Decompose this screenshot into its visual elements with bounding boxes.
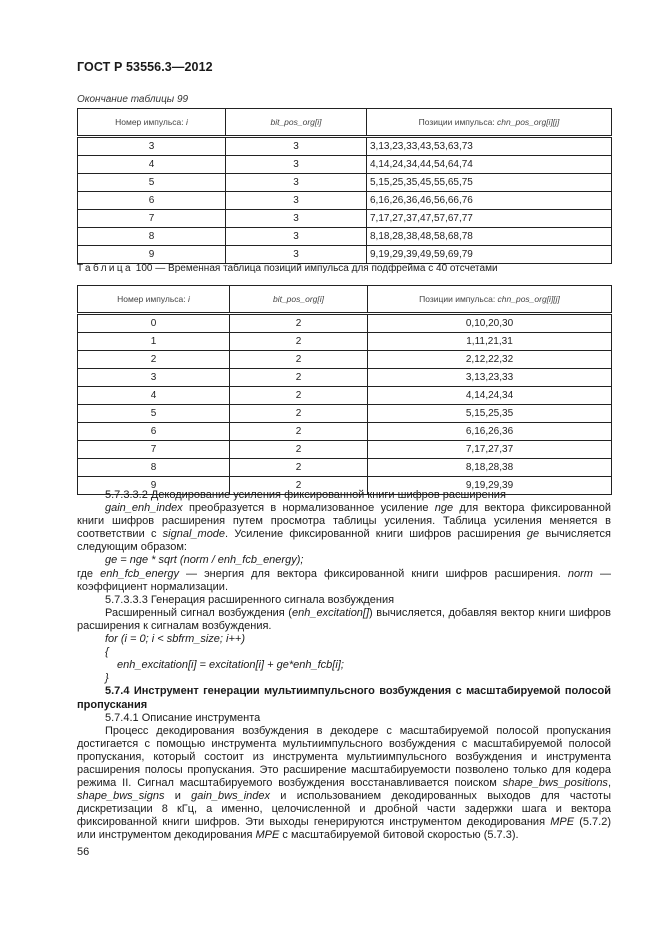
identifier-text: gain_bws_index (191, 790, 271, 803)
identifier-text: shape_bws_positions (502, 777, 608, 790)
table-row (78, 210, 612, 228)
identifier-text: gain_enh_index (105, 502, 183, 515)
text-run: и (164, 790, 192, 803)
table-row (78, 459, 612, 477)
column-header-pulse-number: Номер импульса: i (78, 286, 230, 314)
text-run: вычисляется следующим образом: (77, 528, 612, 554)
body-text (77, 489, 611, 843)
identifier-text: ge (526, 528, 540, 541)
section-5-7-3-3-2-title: 5.7.3.3.2 Декодирование усиления фиксированной книги шифров расширения (105, 489, 506, 501)
text-run: (5.7.2) или инструментом декодирования (77, 816, 611, 842)
cell-pulse-number: 4 (78, 387, 230, 405)
table-row (78, 423, 612, 441)
cell-pulse-number: 7 (78, 441, 230, 459)
cell-pulse-positions: 1,11,21,31 (368, 333, 612, 351)
table-row (78, 405, 612, 423)
table-100 (77, 285, 612, 495)
table-row (78, 228, 612, 246)
cell-pulse-number: 5 (78, 174, 226, 192)
page-number: 56 (77, 846, 90, 858)
cell-bit-pos: 2 (230, 477, 368, 495)
text-run: — коэффициент нормализации. (77, 567, 611, 593)
text-run: , (607, 777, 611, 790)
cell-pulse-number: 8 (78, 228, 226, 246)
cell-bit-pos: 3 (226, 228, 367, 246)
cell-bit-pos: 2 (230, 314, 368, 333)
cell-bit-pos: 3 (226, 137, 367, 156)
cell-pulse-number: 7 (78, 210, 226, 228)
cell-bit-pos: 3 (226, 174, 367, 192)
text-run: где (77, 567, 101, 580)
table-title: — Временная таблица позиций импульса для подфрейма с 40 отсчетами (152, 263, 498, 274)
table-row (78, 192, 612, 210)
cell-bit-pos: 2 (230, 351, 368, 369)
table-row (78, 333, 612, 351)
table-99 (77, 108, 612, 264)
cell-pulse-positions: 8,18,28,38 (368, 459, 612, 477)
cell-pulse-positions: 5,15,25,35 (368, 405, 612, 423)
table-row (78, 246, 612, 264)
identifier-text: signal_mode (162, 528, 226, 541)
text-run: Процесс декодирования возбуждения в декодере с масштабируемой полосой пропускания достигается с помощью инструмента мультиимпульсного возбуждения с масштабируемой полосой пропускания, который состоит из инструмента мультиимпульсного возбуждения и инструмента расширения полосы пропускания. Это расширение масштабируемости позволено только для кодера режима II. Сигнал масштабируемого возбуждения восстанавливается поиском (77, 724, 611, 790)
cell-bit-pos: 2 (230, 459, 368, 477)
text-run: . Усиление фиксированной книги шифров расширения (225, 528, 527, 541)
table-header-row (78, 109, 612, 137)
cell-pulse-positions: 3,13,23,33 (368, 369, 612, 387)
paragraph-enh-excitation (77, 607, 611, 633)
cell-pulse-number: 6 (78, 423, 230, 441)
table-number: 100 (135, 263, 153, 274)
cell-pulse-positions: 4,14,24,34,44,54,64,74 (367, 156, 612, 174)
identifier-text: norm (567, 567, 593, 580)
identifier-text: nge (434, 502, 454, 515)
cell-pulse-number: 8 (78, 459, 230, 477)
table-row (78, 137, 612, 156)
cell-pulse-positions: 6,16,26,36,46,56,66,76 (367, 192, 612, 210)
text-run: преобразуется в нормализованное усиление (182, 502, 435, 515)
cell-pulse-positions: 9,19,29,39 (368, 477, 612, 495)
code-line-for: for (i = 0; i < sbfrm_size; i++) (105, 633, 245, 646)
table-row (78, 351, 612, 369)
cell-pulse-positions: 3,13,23,33,43,53,63,73 (367, 137, 612, 156)
document-standard-id: ГОСТ Р 53556.3—2012 (77, 60, 213, 74)
text-run: Расширенный сигнал возбуждения ( (105, 606, 292, 619)
cell-bit-pos: 3 (226, 246, 367, 264)
cell-pulse-number: 6 (78, 192, 226, 210)
paragraph-formula-definitions (77, 568, 611, 594)
column-header-bit-pos: bit_pos_org[i] (226, 109, 367, 137)
text-run: для вектора фиксированной книги шифров расширения путем просмотра таблицы усиления. Таблица усиления меняется в соответствии с (77, 502, 611, 541)
cell-pulse-positions: 8,18,28,38,48,58,68,78 (367, 228, 612, 246)
cell-pulse-positions: 6,16,26,36 (368, 423, 612, 441)
cell-pulse-number: 4 (78, 156, 226, 174)
identifier-text: enh_excitation[] (291, 606, 370, 619)
cell-bit-pos: 3 (226, 192, 367, 210)
column-header-pulse-positions: Позиции импульса: chn_pos_org[i][j] (368, 286, 612, 314)
cell-bit-pos: 2 (230, 369, 368, 387)
identifier-text: shape_bws_signs (77, 790, 165, 803)
table-row (78, 174, 612, 192)
table-label: Таблица (77, 263, 134, 274)
identifier-text: enh_fcb_energy (100, 567, 179, 580)
column-header-pulse-positions: Позиции импульса: chn_pos_org[i][j] (367, 109, 612, 137)
identifier-text: MPE (550, 816, 575, 829)
table-row (78, 156, 612, 174)
code-line-open-brace: { (105, 646, 109, 659)
table-99-continuation-caption: Окончание таблицы 99 (77, 94, 189, 105)
cell-pulse-number: 1 (78, 333, 230, 351)
table-header-row (78, 286, 612, 314)
table-100-caption (77, 263, 498, 274)
cell-bit-pos: 2 (230, 405, 368, 423)
paragraph-tool-description (77, 725, 611, 843)
cell-bit-pos: 3 (226, 156, 367, 174)
cell-pulse-positions: 7,17,27,37,47,57,67,77 (367, 210, 612, 228)
cell-pulse-number: 3 (78, 137, 226, 156)
section-5-7-4-1-title: 5.7.4.1 Описание инструмента (105, 711, 261, 724)
table-row (78, 387, 612, 405)
cell-bit-pos: 2 (230, 387, 368, 405)
cell-pulse-positions: 2,12,22,32 (368, 351, 612, 369)
cell-pulse-positions: 5,15,25,35,45,55,65,75 (367, 174, 612, 192)
code-line-assignment: enh_excitation[i] = excitation[i] + ge*enh_fcb[i]; (117, 659, 344, 672)
section-5-7-4-title: 5.7.4 Инструмент генерации мультиимпульсного возбуждения с масштабируемой полосой пропускания (77, 685, 611, 711)
table-row (78, 314, 612, 333)
identifier-text: MPE (255, 829, 280, 842)
table-row (78, 369, 612, 387)
column-header-pulse-number: Номер импульса: i (78, 109, 226, 137)
text-run: и использованием декодированных выходов для частоты дискретизации 8 кГц, а именно, целочисленной и дробной части задержки шага и вектора фиксированной книги шифров. Эти выходы генерируются инструментом декодирования (77, 790, 611, 829)
text-run: с масштабируемой битовой скоростью (5.7.3). (279, 829, 519, 842)
cell-pulse-number: 9 (78, 477, 230, 495)
cell-pulse-positions: 9,19,29,39,49,59,69,79 (367, 246, 612, 264)
cell-pulse-number: 3 (78, 369, 230, 387)
section-5-7-3-3-3-title: 5.7.3.3.3 Генерация расширенного сигнала возбуждения (105, 593, 395, 606)
cell-pulse-number: 2 (78, 351, 230, 369)
text-run: ) вычисляется, добавляя вектор книги шифров расширения к сигналам возбуждения. (77, 606, 611, 632)
cell-pulse-number: 5 (78, 405, 230, 423)
cell-bit-pos: 2 (230, 441, 368, 459)
cell-pulse-number: 0 (78, 314, 230, 333)
cell-pulse-positions: 7,17,27,37 (368, 441, 612, 459)
text-run: — энергия для вектора фиксированной книги шифров расширения. (179, 567, 568, 580)
cell-pulse-positions: 4,14,24,34 (368, 387, 612, 405)
column-header-bit-pos: bit_pos_org[i] (230, 286, 368, 314)
code-line-close-brace: } (105, 672, 109, 685)
cell-bit-pos: 2 (230, 333, 368, 351)
formula-ge: ge = nge * sqrt (norm / enh_fcb_energy); (105, 554, 304, 567)
cell-bit-pos: 3 (226, 210, 367, 228)
cell-pulse-positions: 0,10,20,30 (368, 314, 612, 333)
cell-bit-pos: 2 (230, 423, 368, 441)
cell-pulse-number: 9 (78, 246, 226, 264)
table-row (78, 441, 612, 459)
paragraph-gain-decoding (77, 502, 611, 554)
